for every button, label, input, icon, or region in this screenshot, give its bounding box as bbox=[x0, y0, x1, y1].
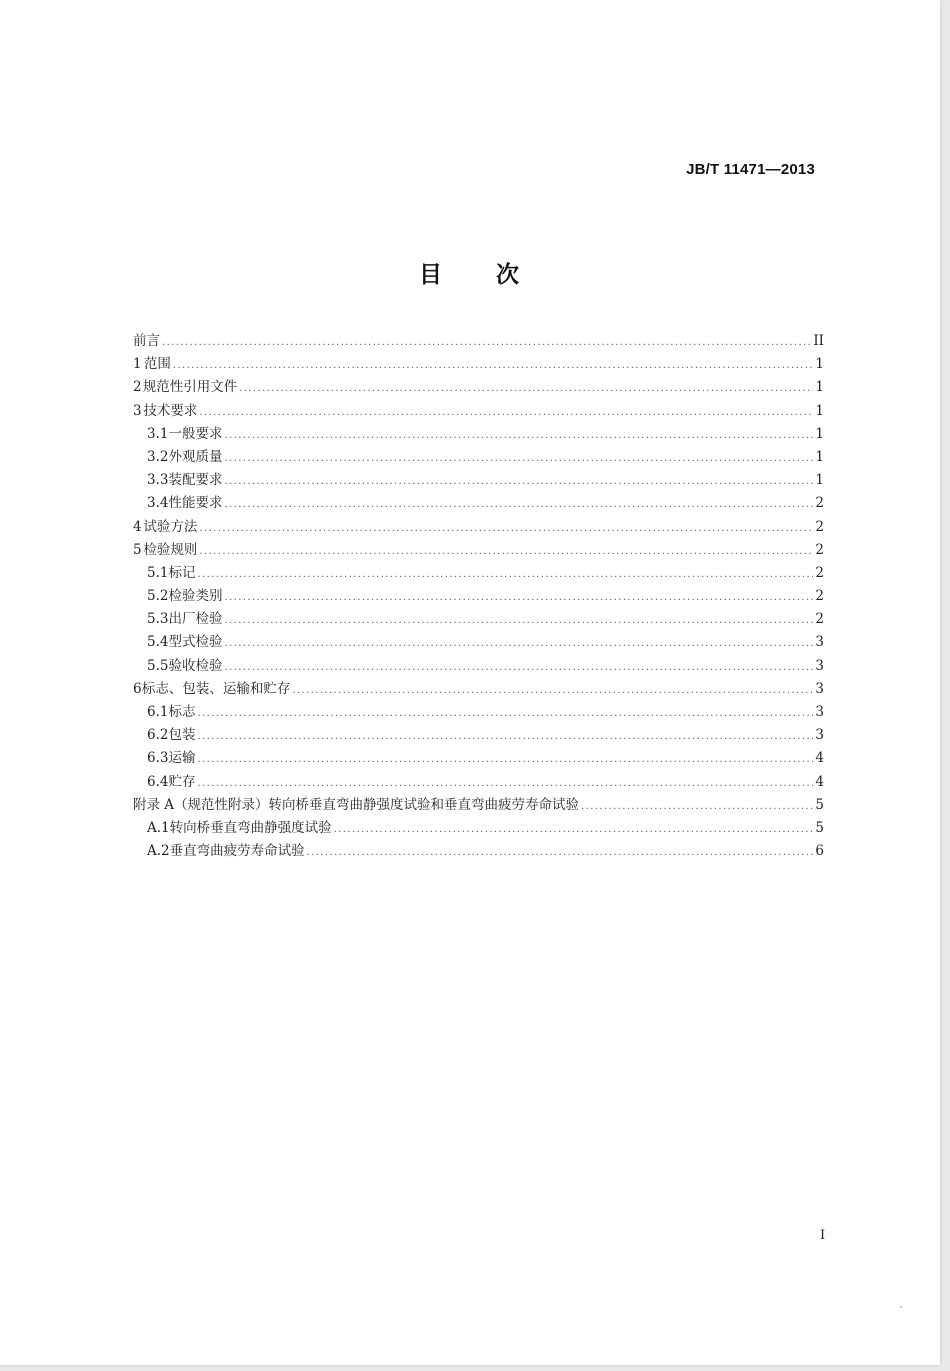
toc-entry-number: 5.3 bbox=[147, 611, 169, 628]
toc-entry[interactable] bbox=[133, 747, 824, 770]
toc-entry[interactable] bbox=[133, 492, 824, 515]
toc-leader-dots bbox=[224, 586, 813, 609]
toc-entry-page: 2 bbox=[815, 541, 824, 558]
toc-entry[interactable] bbox=[133, 585, 824, 608]
toc-entry-page: 2 bbox=[815, 495, 824, 512]
toc-entry[interactable] bbox=[133, 562, 824, 585]
toc-entry-number: 6.2 bbox=[147, 727, 169, 744]
toc-entry-title: 标志、包装、运输和贮存 bbox=[141, 680, 291, 697]
toc-entry-title: 型式检验 bbox=[168, 634, 223, 651]
toc-entry[interactable] bbox=[133, 400, 824, 423]
toc-entry-number: 5 bbox=[133, 541, 142, 558]
toc-entry-title: 检验类别 bbox=[168, 588, 223, 605]
toc-title-char-2: 次 bbox=[496, 261, 521, 288]
toc-leader-dots bbox=[224, 424, 813, 447]
toc-list bbox=[133, 330, 824, 863]
toc-entry-page: 2 bbox=[815, 564, 824, 581]
toc-leader-dots bbox=[173, 354, 814, 377]
toc-entry-title: 标记 bbox=[168, 564, 196, 581]
toc-entry[interactable] bbox=[133, 330, 824, 353]
toc-entry-number: 3.1 bbox=[147, 425, 169, 442]
toc-leader-dots bbox=[581, 795, 813, 818]
toc-entry[interactable] bbox=[133, 539, 824, 562]
toc-entry-number: 6.3 bbox=[147, 750, 169, 767]
toc-leader-dots bbox=[334, 818, 814, 841]
toc-leader-dots bbox=[224, 470, 813, 493]
toc-entry-title: 标志 bbox=[168, 704, 196, 720]
toc-entry-number: 6.1 bbox=[147, 704, 169, 720]
toc-entry-page: 1 bbox=[815, 379, 824, 396]
toc-leader-dots bbox=[224, 632, 813, 655]
toc-entry-title: 外观质量 bbox=[168, 448, 223, 465]
toc-entry[interactable] bbox=[133, 446, 824, 469]
toc-entry-page: 1 bbox=[815, 448, 824, 465]
scan-speck bbox=[900, 1306, 902, 1308]
toc-entry-number: 3.4 bbox=[147, 495, 169, 512]
toc-leader-dots bbox=[197, 772, 813, 795]
toc-entry-title: 技术要求 bbox=[143, 402, 198, 419]
toc-entry-title: 一般要求 bbox=[168, 425, 223, 442]
toc-entry[interactable] bbox=[133, 423, 824, 446]
toc-entry-number: 5.1 bbox=[147, 564, 169, 581]
toc-leader-dots bbox=[224, 493, 813, 516]
toc-entry-number: A.1 bbox=[147, 819, 170, 836]
toc-entry[interactable] bbox=[133, 771, 824, 794]
toc-entry[interactable] bbox=[133, 724, 824, 747]
toc-leader-dots bbox=[224, 656, 813, 679]
toc-title-char-1: 目 bbox=[419, 261, 444, 288]
toc-entry-title: 试验方法 bbox=[143, 518, 198, 535]
toc-entry-title: 性能要求 bbox=[168, 495, 223, 512]
toc-leader-dots bbox=[224, 447, 813, 470]
toc-entry-title: 贮存 bbox=[168, 773, 196, 790]
toc-entry[interactable] bbox=[133, 631, 824, 654]
toc-entry-title: 包装 bbox=[168, 727, 196, 744]
toc-entry-page: 2 bbox=[815, 518, 824, 535]
toc-entry[interactable] bbox=[133, 469, 824, 492]
toc-entry-page: 4 bbox=[815, 750, 824, 767]
toc-leader-dots bbox=[197, 748, 813, 771]
toc-entry[interactable] bbox=[133, 794, 824, 817]
toc-entry-number: 3 bbox=[133, 402, 142, 419]
toc-entry-title: 出厂检验 bbox=[168, 611, 223, 628]
toc-entry-title: 规范性引用文件 bbox=[142, 379, 238, 396]
toc-entry[interactable] bbox=[133, 840, 824, 863]
toc-leader-dots bbox=[199, 540, 813, 563]
toc-entry-page: 2 bbox=[815, 611, 824, 628]
toc-entry-page: 4 bbox=[815, 773, 824, 790]
toc-entry-number: 6.4 bbox=[147, 773, 169, 790]
toc-leader-dots bbox=[199, 401, 813, 424]
toc-entry-page: 3 bbox=[815, 657, 824, 674]
toc-entry-number: 3.3 bbox=[147, 472, 169, 489]
toc-leader-dots bbox=[197, 702, 813, 725]
toc-entry-title: 范围 bbox=[143, 356, 171, 373]
toc-entry-page: 5 bbox=[815, 796, 824, 813]
toc-leader-dots bbox=[197, 563, 813, 586]
toc-entry-title: 检验规则 bbox=[143, 541, 198, 558]
toc-entry-title: 前言 bbox=[133, 333, 160, 349]
toc-entry-title: 附录 A（规范性附录）转向桥垂直弯曲静强度试验和垂直弯曲疲劳寿命试验 bbox=[133, 796, 580, 813]
toc-entry[interactable] bbox=[133, 817, 824, 840]
toc-entry-title: 垂直弯曲疲劳寿命试验 bbox=[169, 843, 305, 860]
toc-entry-number: 4 bbox=[133, 518, 142, 535]
toc-leader-dots bbox=[292, 679, 813, 702]
toc-entry[interactable] bbox=[133, 678, 824, 701]
toc-entry-title: 运输 bbox=[168, 750, 196, 767]
toc-leader-dots bbox=[162, 331, 811, 354]
toc-entry-number: 5.5 bbox=[147, 657, 169, 674]
toc-entry-number: 5.4 bbox=[147, 634, 169, 651]
toc-leader-dots bbox=[239, 377, 813, 400]
toc-entry[interactable] bbox=[133, 701, 824, 724]
toc-leader-dots bbox=[307, 841, 814, 864]
toc-entry-page: II bbox=[813, 333, 824, 349]
standard-code: JB/T 11471—2013 bbox=[686, 161, 815, 178]
toc-entry-page: 3 bbox=[815, 680, 824, 697]
toc-leader-dots bbox=[199, 517, 813, 540]
toc-entry[interactable] bbox=[133, 376, 824, 399]
toc-entry[interactable] bbox=[133, 655, 824, 678]
toc-entry-page: 5 bbox=[815, 819, 824, 836]
toc-entry-number: 6 bbox=[133, 680, 142, 697]
toc-entry-page: 1 bbox=[815, 472, 824, 489]
toc-entry-page: 6 bbox=[815, 843, 824, 860]
toc-entry-title: 转向桥垂直弯曲静强度试验 bbox=[169, 819, 332, 836]
toc-entry-page: 1 bbox=[815, 425, 824, 442]
toc-entry-number: 5.2 bbox=[147, 588, 169, 605]
toc-leader-dots bbox=[197, 725, 813, 748]
toc-entry[interactable] bbox=[133, 516, 824, 539]
toc-entry-page: 1 bbox=[815, 402, 824, 419]
toc-entry-number: 3.2 bbox=[147, 448, 169, 465]
toc-entry[interactable] bbox=[133, 608, 824, 631]
toc-entry-number: 1 bbox=[133, 356, 142, 373]
toc-entry-page: 3 bbox=[815, 634, 824, 651]
toc-leader-dots bbox=[224, 609, 813, 632]
toc-title bbox=[0, 256, 940, 289]
toc-entry[interactable] bbox=[133, 353, 824, 376]
toc-entry-number: A.2 bbox=[147, 843, 170, 860]
toc-entry-page: 3 bbox=[815, 704, 824, 720]
toc-entry-page: 3 bbox=[815, 727, 824, 744]
toc-entry-title: 验收检验 bbox=[168, 657, 223, 674]
toc-entry-page: 2 bbox=[815, 588, 824, 605]
toc-entry-title: 装配要求 bbox=[168, 472, 223, 489]
toc-entry-page: 1 bbox=[815, 356, 824, 373]
toc-entry-number: 2 bbox=[133, 379, 142, 396]
page-number: I bbox=[820, 1228, 826, 1243]
